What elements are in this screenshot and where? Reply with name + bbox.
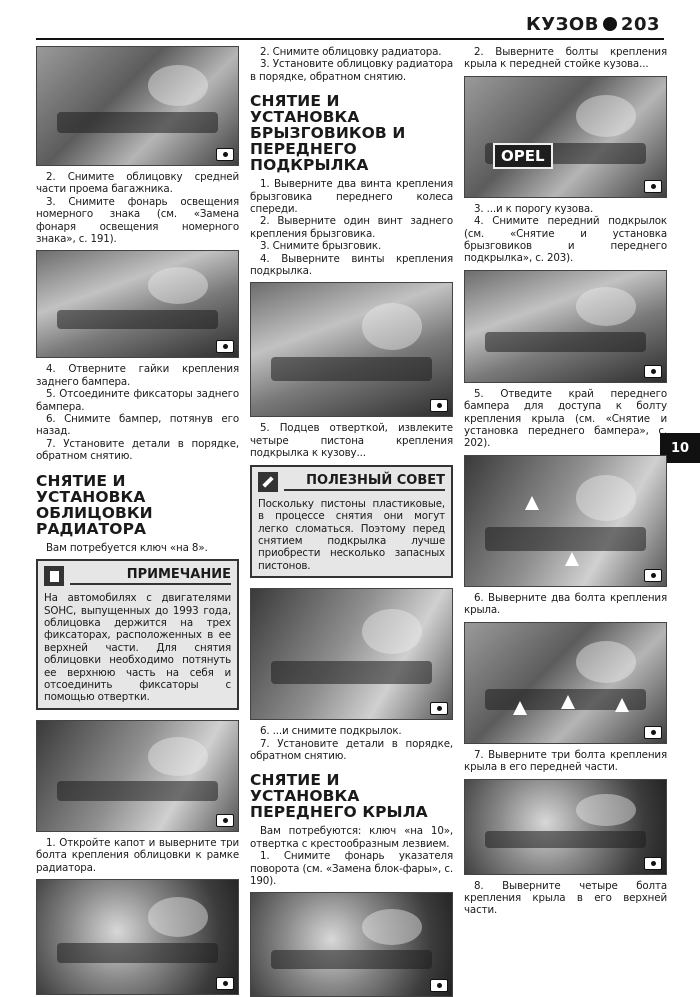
camera-icon [644, 180, 662, 193]
step-text: 4. Отверните гайки крепления заднего бампера. [36, 363, 239, 388]
photo-grille-removal [36, 879, 239, 995]
section-heading: СНЯТИЕ И УСТАНОВКА ОБЛИЦОВКИ РАДИАТОРА [36, 471, 153, 538]
step-text: Вам потребуются: ключ «на 10», отвертка с крестообразным лезвием. [250, 825, 453, 850]
note-title: ПРИМЕЧАНИЕ [70, 567, 231, 585]
section-name: КУЗОВ [526, 14, 599, 35]
camera-icon [644, 857, 662, 870]
photo-bumper-nuts [36, 250, 239, 358]
column-2 [250, 46, 453, 997]
camera-icon [430, 702, 448, 715]
photo-two-bolts [464, 455, 667, 587]
step-text: 1. Выверните два винта крепления брызговика переднего колеса спереди. [250, 178, 453, 216]
bullet-icon [603, 17, 617, 31]
photo-liner-removed [250, 588, 453, 720]
camera-icon [644, 365, 662, 378]
step-text: 2. Снимите облицовку средней части проема багажника. [36, 171, 239, 196]
step-text: 4. Снимите передний подкрылок (см. «Снятие и установка брызговиков и переднего подкрылка», с. 203). [464, 215, 667, 265]
wrench-icon [258, 472, 278, 492]
header-rule [36, 38, 664, 40]
page-header [526, 14, 660, 35]
tip-text: Поскольку пистоны пластиковые, в процессе снятия они могут легко сломаться. Поэтому перед снятием подкрылка лучше приобрести несколько запасных пистонов. [258, 497, 445, 572]
camera-icon [216, 814, 234, 827]
step-text: 7. Установите детали в порядке, обратном снятию. [36, 437, 239, 463]
note-text: На автомобилях с двигателями SOHC, выпущенных до 1993 года, облицовка держится на трех фиксаторах, расположенных в ее верхней части. Для снятия облицовки необходимо потянуть ее верхнюю часть на себя и отсоединить фиксаторы с помощью отвертки. [44, 592, 231, 704]
camera-icon [216, 148, 234, 161]
note-icon [44, 566, 64, 586]
step-text: 6. Снимите бампер, потянув его назад. [36, 413, 239, 438]
camera-icon [430, 399, 448, 412]
camera-icon [644, 569, 662, 582]
column-1 [36, 46, 239, 995]
camera-icon [216, 340, 234, 353]
step-text: 3. Снимите брызговик. [260, 240, 382, 253]
note-box [36, 559, 239, 710]
step-text: 3. Установите облицовку радиатора в порядке, обратном снятию. [250, 58, 453, 83]
chapter-tab: 10 [660, 433, 700, 463]
photo-three-bolts [464, 622, 667, 744]
step-text: 6. Выверните два болта крепления крыла. [464, 591, 667, 617]
column-3 [464, 46, 667, 917]
step-text: 1. Снимите фонарь указателя поворота (см. «Замена блок-фары», с. 190). [250, 850, 453, 887]
camera-icon [644, 726, 662, 739]
step-text: 6. ...и снимите подкрылок. [260, 725, 402, 738]
photo-bumper-edge [464, 270, 667, 383]
step-text: 1. Откройте капот и выверните три болта крепления облицовки к рамке радиатора. [36, 836, 239, 874]
step-text: 8. Выверните четыре болта крепления крыла в его верхней части. [464, 879, 667, 917]
step-text: 3. ...и к порогу кузова. [474, 202, 594, 215]
photo-wheel-arch-liner [250, 282, 453, 417]
section-heading: СНЯТИЕ И УСТАНОВКА БРЫЗГОВИКОВ И ПЕРЕДНЕГО ПОДКРЫЛКА [250, 92, 406, 175]
step-text: 2. Выверните болты крепления крыла к передней стойке кузова... [464, 46, 667, 71]
photo-trunk-trim [36, 46, 239, 166]
photo-four-bolts [464, 779, 667, 875]
step-text: 4. Выверните винты крепления подкрылка. [250, 252, 453, 278]
step-text: Вам потребуется ключ «на 8». [46, 541, 208, 554]
camera-icon [216, 977, 234, 990]
photo-fender-pillar [464, 76, 667, 198]
step-text: 5. Отведите край переднего бампера для доступа к болту крепления крыла (см. «Снятие и установка переднего бампера», с. 202). [464, 387, 667, 450]
step-text: 7. Выверните три болта крепления крыла в его передней части. [464, 748, 667, 774]
step-text: 2. Снимите облицовку радиатора. [260, 46, 442, 58]
step-text: 5. Подцев отверткой, извлеките четыре пистона крепления подкрылка к кузову... [250, 422, 453, 460]
tip-title: ПОЛЕЗНЫЙ СОВЕТ [284, 473, 445, 491]
camera-icon [430, 979, 448, 992]
step-text: 7. Установите детали в порядке, обратном снятию. [250, 737, 453, 762]
photo-turn-signal [250, 892, 453, 997]
step-text: 5. Отсоедините фиксаторы заднего бампера. [36, 388, 239, 413]
photo-radiator-grille [36, 720, 239, 832]
opel-badge: OPEL [493, 143, 553, 169]
tip-box [250, 465, 453, 578]
step-text: 3. Снимите фонарь освещения номерного знака (см. «Замена фонаря освещения номерного знака», с. 191). [36, 195, 239, 246]
page-number: 203 [620, 14, 660, 35]
step-text: 2. Выверните один винт заднего крепления брызговика. [250, 215, 453, 240]
section-heading: СНЯТИЕ И УСТАНОВКА ПЕРЕДНЕГО КРЫЛА [250, 771, 428, 822]
